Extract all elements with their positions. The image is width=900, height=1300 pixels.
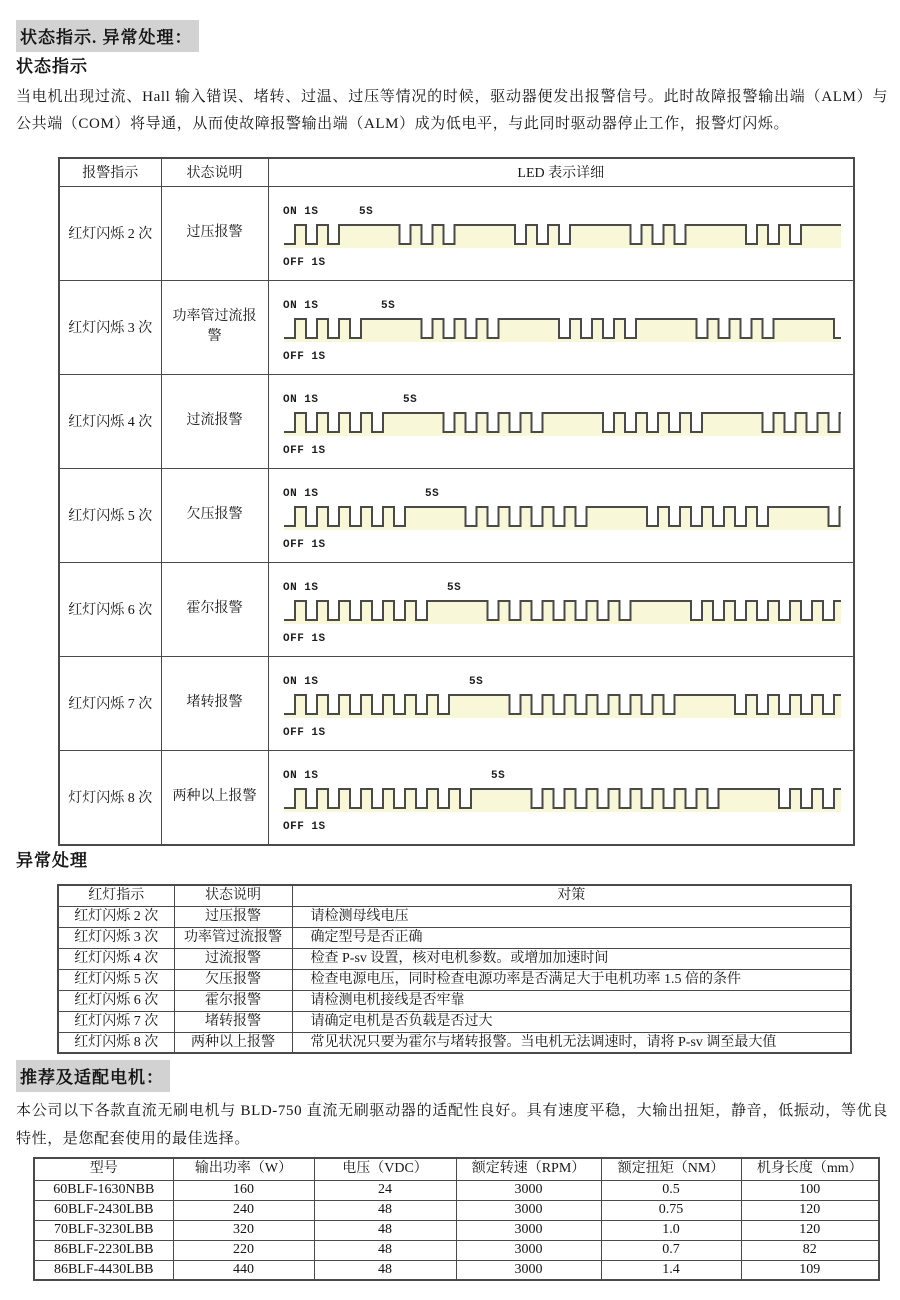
motor-cell: 220 bbox=[173, 1240, 314, 1260]
led-waveform-diagram bbox=[269, 751, 855, 844]
waveform-on-label: ON 1S bbox=[282, 205, 319, 218]
motor-cell: 60BLF-1630NBB bbox=[34, 1180, 173, 1200]
handling-action-cell: 请确定电机是否负载是否过大 bbox=[292, 1011, 851, 1032]
motor-cell: 240 bbox=[173, 1200, 314, 1220]
led-waveform-diagram bbox=[269, 281, 855, 374]
handling-table-row bbox=[58, 948, 851, 969]
handling-status-cell: 霍尔报警 bbox=[174, 990, 292, 1011]
alarm-header-indicator: 报警指示 bbox=[59, 158, 161, 186]
motor-cell: 320 bbox=[173, 1220, 314, 1240]
alarm-table-row bbox=[59, 468, 854, 562]
led-alarm-table bbox=[58, 157, 855, 846]
motor-header-voltage: 电压（VDC） bbox=[314, 1158, 456, 1180]
handling-table-row bbox=[58, 990, 851, 1011]
alarm-status-cell: 过流报警 bbox=[161, 374, 268, 468]
waveform-pause-label: 5S bbox=[490, 769, 505, 782]
motor-cell: 86BLF-4430LBB bbox=[34, 1260, 173, 1280]
handling-action-cell: 常见状况只要为霍尔与堵转报警。当电机无法调速时，请将 P-sv 调至最大值 bbox=[292, 1032, 851, 1053]
led-waveform-cell bbox=[268, 750, 854, 845]
motor-cell: 100 bbox=[741, 1180, 879, 1200]
alarm-status-cell: 过压报警 bbox=[161, 186, 268, 280]
motor-cell: 70BLF-3230LBB bbox=[34, 1220, 173, 1240]
led-waveform-cell bbox=[268, 374, 854, 468]
section-heading-status: 状态指示 bbox=[16, 57, 88, 76]
waveform-pause-label: 5S bbox=[468, 675, 483, 688]
page-title: 状态指示. 异常处理： bbox=[16, 20, 199, 52]
motor-table-row bbox=[34, 1240, 879, 1260]
led-waveform-cell bbox=[268, 656, 854, 750]
waveform-pause-label: 5S bbox=[402, 393, 417, 406]
motor-cell: 48 bbox=[314, 1260, 456, 1280]
alarm-indicator-cell: 红灯闪烁 7 次 bbox=[59, 656, 161, 750]
handling-indicator-cell: 红灯闪烁 7 次 bbox=[58, 1011, 174, 1032]
motor-table-row bbox=[34, 1200, 879, 1220]
led-waveform-cell bbox=[268, 562, 854, 656]
waveform-off-label: OFF 1S bbox=[282, 350, 326, 363]
section-heading-handling: 异常处理 bbox=[16, 851, 88, 870]
motor-cell: 60BLF-2430LBB bbox=[34, 1200, 173, 1220]
motor-cell: 3000 bbox=[456, 1180, 601, 1200]
motor-header-torque: 额定扭矩（NM） bbox=[601, 1158, 741, 1180]
motor-cell: 440 bbox=[173, 1260, 314, 1280]
waveform-on-label: ON 1S bbox=[282, 299, 319, 312]
motor-cell: 3000 bbox=[456, 1260, 601, 1280]
waveform-on-label: ON 1S bbox=[282, 581, 319, 594]
motor-cell: 0.75 bbox=[601, 1200, 741, 1220]
motor-table-row bbox=[34, 1220, 879, 1240]
waveform-on-label: ON 1S bbox=[282, 393, 319, 406]
led-waveform-cell bbox=[268, 280, 854, 374]
waveform-on-label: ON 1S bbox=[282, 487, 319, 500]
motor-cell: 0.7 bbox=[601, 1240, 741, 1260]
handling-action-cell: 确定型号是否正确 bbox=[292, 927, 851, 948]
handling-indicator-cell: 红灯闪烁 4 次 bbox=[58, 948, 174, 969]
handling-action-cell: 检查电源电压，同时检查电源功率是否满足大于电机功率 1.5 倍的条件 bbox=[292, 969, 851, 990]
motor-table-header-row bbox=[34, 1158, 879, 1180]
handling-header-status: 状态说明 bbox=[174, 885, 292, 906]
handling-indicator-cell: 红灯闪烁 6 次 bbox=[58, 990, 174, 1011]
alarm-indicator-cell: 红灯闪烁 6 次 bbox=[59, 562, 161, 656]
alarm-table-row bbox=[59, 374, 854, 468]
led-waveform-cell bbox=[268, 186, 854, 280]
led-waveform-diagram bbox=[269, 657, 855, 750]
led-waveform-diagram bbox=[269, 375, 855, 468]
handling-indicator-cell: 红灯闪烁 5 次 bbox=[58, 969, 174, 990]
handling-action-cell: 请检测母线电压 bbox=[292, 906, 851, 927]
motor-cell: 86BLF-2230LBB bbox=[34, 1240, 173, 1260]
motor-cell: 3000 bbox=[456, 1200, 601, 1220]
handling-status-cell: 过流报警 bbox=[174, 948, 292, 969]
motor-cell: 3000 bbox=[456, 1240, 601, 1260]
waveform-on-label: ON 1S bbox=[282, 675, 319, 688]
alarm-status-cell: 堵转报警 bbox=[161, 656, 268, 750]
led-waveform-diagram bbox=[269, 187, 855, 280]
alarm-table-row bbox=[59, 280, 854, 374]
alarm-table-row bbox=[59, 656, 854, 750]
waveform-off-label: OFF 1S bbox=[282, 538, 326, 551]
alarm-table-header-row bbox=[59, 158, 854, 186]
alarm-indicator-cell: 灯灯闪烁 8 次 bbox=[59, 750, 161, 845]
waveform-pause-label: 5S bbox=[424, 487, 439, 500]
motor-table-row bbox=[34, 1260, 879, 1280]
alarm-table-row bbox=[59, 186, 854, 280]
waveform-pause-label: 5S bbox=[446, 581, 461, 594]
motor-header-speed: 额定转速（RPM） bbox=[456, 1158, 601, 1180]
handling-action-cell: 请检测电机接线是否牢靠 bbox=[292, 990, 851, 1011]
led-waveform-diagram bbox=[269, 469, 855, 562]
alarm-table-row bbox=[59, 750, 854, 845]
alarm-indicator-cell: 红灯闪烁 4 次 bbox=[59, 374, 161, 468]
handling-table-row bbox=[58, 1032, 851, 1053]
waveform-off-label: OFF 1S bbox=[282, 726, 326, 739]
motor-header-length: 机身长度（mm） bbox=[741, 1158, 879, 1180]
handling-status-cell: 功率管过流报警 bbox=[174, 927, 292, 948]
waveform-off-label: OFF 1S bbox=[282, 444, 326, 457]
handling-table bbox=[57, 884, 852, 1054]
motor-cell: 82 bbox=[741, 1240, 879, 1260]
alarm-status-cell: 霍尔报警 bbox=[161, 562, 268, 656]
motor-cell: 109 bbox=[741, 1260, 879, 1280]
waveform-off-label: OFF 1S bbox=[282, 256, 326, 269]
motor-cell: 0.5 bbox=[601, 1180, 741, 1200]
waveform-fill bbox=[284, 413, 841, 436]
motor-cell: 48 bbox=[314, 1200, 456, 1220]
led-waveform-diagram bbox=[269, 563, 855, 656]
handling-status-cell: 两种以上报警 bbox=[174, 1032, 292, 1053]
motor-header-model: 型号 bbox=[34, 1158, 173, 1180]
handling-table-row bbox=[58, 1011, 851, 1032]
motor-cell: 24 bbox=[314, 1180, 456, 1200]
motor-cell: 160 bbox=[173, 1180, 314, 1200]
waveform-on-label: ON 1S bbox=[282, 769, 319, 782]
alarm-status-cell: 欠压报警 bbox=[161, 468, 268, 562]
handling-table-header-row bbox=[58, 885, 851, 906]
status-intro-paragraph: 当电机出现过流、Hall 输入错误、堵转、过温、过压等情况的时候，驱动器便发出报警信号。此时故障报警输出端（ALM）与公共端（COM）将导通，从而使故障报警输出端（ALM）成为低电平，与此同时驱动器停止工作，报警灯闪烁。 bbox=[16, 89, 888, 132]
motors-intro-paragraph: 本公司以下各款直流无刷电机与 BLD-750 直流无刷驱动器的适配性良好。具有速度平稳，大输出扭矩，静音，低振动，等优良特性，是您配套使用的最佳选择。 bbox=[16, 1103, 888, 1147]
motor-cell: 48 bbox=[314, 1220, 456, 1240]
handling-table-row bbox=[58, 906, 851, 927]
handling-indicator-cell: 红灯闪烁 3 次 bbox=[58, 927, 174, 948]
motor-cell: 120 bbox=[741, 1220, 879, 1240]
alarm-status-cell: 功率管过流报警 bbox=[161, 280, 268, 374]
motor-table-row bbox=[34, 1180, 879, 1200]
handling-status-cell: 堵转报警 bbox=[174, 1011, 292, 1032]
waveform-off-label: OFF 1S bbox=[282, 632, 326, 645]
handling-header-indicator: 红灯指示 bbox=[58, 885, 174, 906]
alarm-table-row bbox=[59, 562, 854, 656]
alarm-indicator-cell: 红灯闪烁 2 次 bbox=[59, 186, 161, 280]
handling-action-cell: 检查 P-sv 设置，核对电机参数。或增加加速时间 bbox=[292, 948, 851, 969]
handling-indicator-cell: 红灯闪烁 8 次 bbox=[58, 1032, 174, 1053]
alarm-status-cell: 两种以上报警 bbox=[161, 750, 268, 845]
section-heading-motors: 推荐及适配电机： bbox=[16, 1060, 170, 1092]
motor-cell: 1.4 bbox=[601, 1260, 741, 1280]
handling-indicator-cell: 红灯闪烁 2 次 bbox=[58, 906, 174, 927]
alarm-header-status: 状态说明 bbox=[161, 158, 268, 186]
handling-header-action: 对策 bbox=[292, 885, 851, 906]
motor-cell: 120 bbox=[741, 1200, 879, 1220]
handling-table-row bbox=[58, 969, 851, 990]
waveform-pause-label: 5S bbox=[380, 299, 395, 312]
handling-status-cell: 欠压报警 bbox=[174, 969, 292, 990]
waveform-pause-label: 5S bbox=[358, 205, 373, 218]
motor-cell: 48 bbox=[314, 1240, 456, 1260]
motor-header-power: 输出功率（W） bbox=[173, 1158, 314, 1180]
alarm-header-led: LED 表示详细 bbox=[268, 158, 854, 186]
motor-cell: 3000 bbox=[456, 1220, 601, 1240]
led-waveform-cell bbox=[268, 468, 854, 562]
handling-table-row bbox=[58, 927, 851, 948]
alarm-indicator-cell: 红灯闪烁 5 次 bbox=[59, 468, 161, 562]
waveform-off-label: OFF 1S bbox=[282, 820, 326, 833]
motor-cell: 1.0 bbox=[601, 1220, 741, 1240]
alarm-indicator-cell: 红灯闪烁 3 次 bbox=[59, 280, 161, 374]
motor-table bbox=[33, 1157, 880, 1281]
handling-status-cell: 过压报警 bbox=[174, 906, 292, 927]
